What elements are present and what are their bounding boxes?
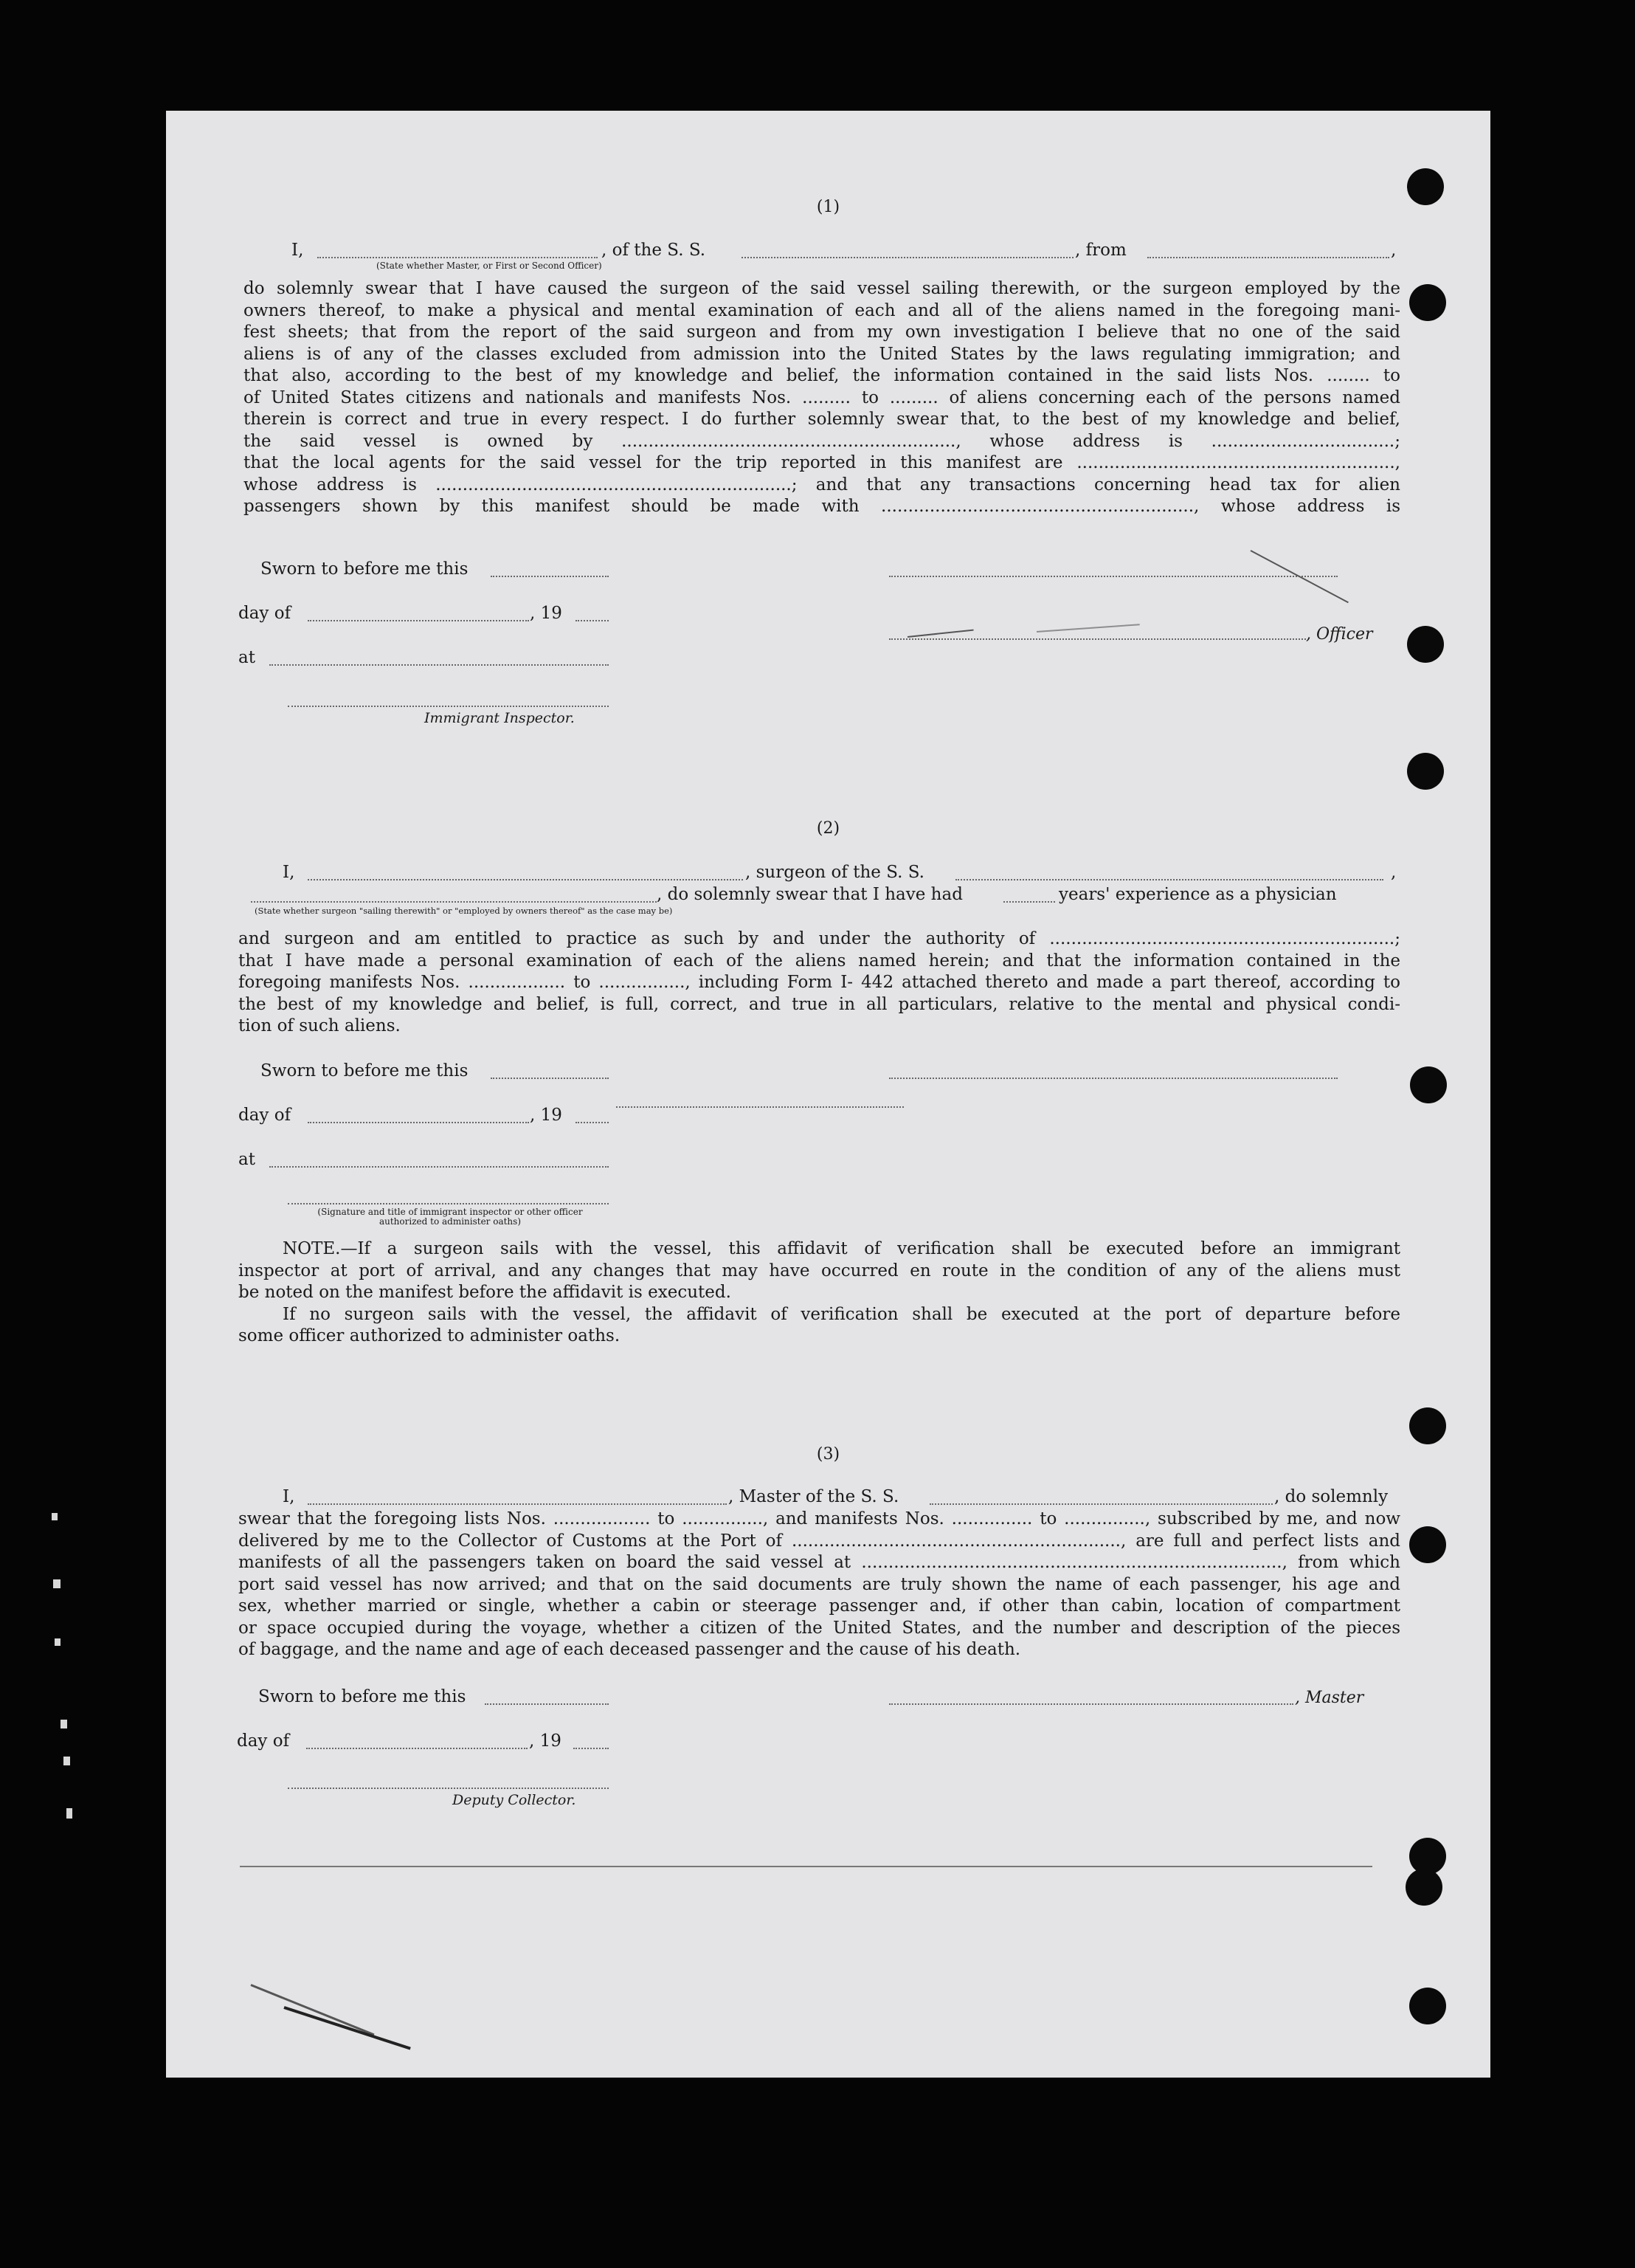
at-place-field[interactable] xyxy=(269,664,609,666)
punch-hole xyxy=(1407,168,1444,205)
oath-line: owners thereof, to make a physical and mental examination of each and all of the aliens named in the foregoing mani- xyxy=(243,300,1400,320)
month-field[interactable] xyxy=(306,1748,528,1749)
ship-name-field[interactable] xyxy=(742,257,1074,258)
punch-hole xyxy=(1407,753,1444,790)
section-1-comma: , xyxy=(1391,241,1397,260)
section-2-number: (2) xyxy=(816,819,840,838)
section-1-number: (1) xyxy=(816,198,840,216)
section-3-solemnly: , do solemnly xyxy=(1274,1487,1389,1506)
inspector-signature-line[interactable] xyxy=(288,1203,609,1204)
master-name-field[interactable] xyxy=(308,1503,727,1505)
handwritten-signature-mark xyxy=(1037,624,1140,633)
master-signature-line[interactable] xyxy=(889,1703,1293,1705)
punch-hole xyxy=(1406,1869,1442,1906)
day-of-label: day of xyxy=(238,1106,291,1125)
year-field[interactable] xyxy=(575,620,609,621)
section-1-oath xyxy=(243,278,1400,518)
year-field[interactable] xyxy=(575,1122,609,1123)
oath-line: passengers shown by this manifest should be made with .........................................................., whose address is xyxy=(243,497,1400,516)
note-line: If no surgeon sails with the vessel, the affidavit of verification shall be executed at the port of departure before xyxy=(283,1304,1400,1324)
master-label: , Master xyxy=(1295,1689,1364,1707)
years-experience-field[interactable] xyxy=(1003,901,1055,903)
oath-line: the said vessel is owned by .............................................................., whose address is ..................................; xyxy=(243,431,1400,451)
note-label: NOTE. xyxy=(283,1239,341,1258)
officer-signature-line-2[interactable] xyxy=(889,638,1306,640)
officer-signature-line-1[interactable] xyxy=(889,576,1338,577)
at-label: at xyxy=(238,648,255,667)
at-place-field[interactable] xyxy=(269,1166,609,1168)
inspector-signature-line[interactable] xyxy=(288,706,609,707)
swear-label: , do solemnly swear that I have had xyxy=(657,885,963,904)
oath-line: that I have made a personal examination of each of the aliens named herein; and that the information contained in the xyxy=(238,951,1400,971)
punch-hole xyxy=(1409,1988,1446,2024)
oath-line: tion of such aliens. xyxy=(238,1016,401,1035)
day-of-label: day of xyxy=(238,604,291,623)
film-edge-mark xyxy=(63,1757,70,1765)
section-1-from: , from xyxy=(1075,241,1127,260)
note-line: inspector at port of arrival, and any changes that may have occurred en route in the condition of any of the aliens must xyxy=(238,1261,1400,1281)
section-2-i: I, xyxy=(283,863,295,882)
surgeon-ship-field[interactable] xyxy=(955,879,1383,880)
month-field[interactable] xyxy=(308,1122,529,1123)
officer-rank-note: (State whether Master, or First or Second Officer) xyxy=(376,261,602,271)
oath-line: or space occupied during the voyage, whether a citizen of the United States, and the number and description of the pieces xyxy=(238,1618,1400,1638)
oath-line: the best of my knowledge and belief, is full, correct, and true in all particulars, relative to the mental and physical condi- xyxy=(238,994,1400,1014)
note-line: some officer authorized to administer oaths. xyxy=(238,1326,621,1345)
oath-line: that also, according to the best of my knowledge and belief, the information contained in the said lists Nos. ........ to xyxy=(243,366,1400,385)
sworn-day-field[interactable] xyxy=(485,1703,609,1705)
punch-hole xyxy=(1409,284,1446,321)
punch-hole xyxy=(1409,1526,1446,1563)
surgeon-signature-line-2[interactable] xyxy=(616,1106,904,1108)
surgeon-status-field[interactable] xyxy=(251,901,657,903)
experience-label: years' experience as a physician xyxy=(1059,885,1337,904)
oath-line: sex, whether married or single, whether a cabin or steerage passenger and, if other than cabin, location of compartment xyxy=(238,1596,1400,1616)
punch-hole xyxy=(1410,1066,1447,1103)
officer-name-field[interactable] xyxy=(317,257,598,258)
divider-line xyxy=(240,1866,1372,1867)
year-label: , 19 xyxy=(530,1106,562,1125)
oath-line: port said vessel has now arrived; and that on the said documents are truly shown the name of each passenger, his age and xyxy=(238,1574,1400,1594)
section-3-i: I, xyxy=(283,1487,295,1506)
form-page xyxy=(166,111,1490,2078)
oath-line: do solemnly swear that I have caused the surgeon of the said vessel sailing therewith, or the surgeon employed by the xyxy=(243,279,1400,298)
month-field[interactable] xyxy=(308,620,529,621)
oath-line: foregoing manifests Nos. .................. to ................, including Form I- 442 attached thereto and made a part thereof, according to xyxy=(238,973,1400,992)
day-of-label: day of xyxy=(237,1731,290,1751)
section-2-comma: , xyxy=(1391,863,1397,882)
oath-line: manifests of all the passengers taken on board the said vessel at .............................................................................., from which xyxy=(238,1553,1400,1572)
oath-line: whose address is ..................................................................; and that any transactions concerning head tax for alien xyxy=(243,475,1400,494)
oath-line: and surgeon and am entitled to practice as such by and under the authority of ................................................................; xyxy=(238,929,1400,948)
master-ship-field[interactable] xyxy=(930,1503,1273,1505)
collector-signature-line[interactable] xyxy=(288,1788,609,1789)
oath-line: of baggage, and the name and age of each deceased passenger and the cause of his death. xyxy=(238,1640,1021,1659)
film-edge-mark xyxy=(55,1638,61,1646)
collector-label: Deputy Collector. xyxy=(452,1792,576,1808)
master-of-ss-label: , Master of the S. S. xyxy=(728,1487,899,1506)
note-block xyxy=(238,1238,1400,1348)
year-label: , 19 xyxy=(529,1731,561,1751)
surgeon-status-note: (State whether surgeon "sailing therewith" or "employed by owners thereof" as the case may be) xyxy=(255,906,673,916)
film-edge-mark xyxy=(61,1720,67,1728)
sworn-label: Sworn to before me this xyxy=(260,559,469,579)
oath-line: swear that the foregoing lists Nos. .................. to ..............., and manifests Nos. ............... to ..............., subscribed by me, and now xyxy=(238,1509,1400,1528)
section-3-number: (3) xyxy=(816,1445,840,1464)
section-2-oath xyxy=(238,928,1400,1038)
officer-label: , Officer xyxy=(1306,625,1373,644)
surgeon-signature-line[interactable] xyxy=(889,1078,1338,1079)
film-edge-mark xyxy=(52,1513,58,1520)
inspector-label: Immigrant Inspector. xyxy=(424,710,575,726)
signature-title-note: (Signature and title of immigrant inspector or other officer authorized to administer oaths) xyxy=(317,1207,583,1227)
section-3-oath xyxy=(238,1509,1400,1661)
oath-line: aliens is of any of the classes excluded from admission into the United States by the laws regulating immigration; and xyxy=(243,344,1400,364)
pen-stroke-mark xyxy=(250,1984,374,2036)
film-edge-mark xyxy=(66,1808,72,1819)
film-edge-mark xyxy=(53,1579,61,1588)
oath-line: delivered by me to the Collector of Customs at the Port of ............................................................., are full and perfect lists and xyxy=(238,1531,1400,1551)
section-1-of-ss: , of the S. S. xyxy=(601,241,706,260)
sworn-label: Sworn to before me this xyxy=(260,1061,469,1080)
sworn-day-field[interactable] xyxy=(491,576,609,577)
oath-line: therein is correct and true in every respect. I do further solemnly swear that, to the best of my knowledge and belief, xyxy=(243,410,1400,429)
year-field[interactable] xyxy=(573,1748,609,1749)
surgeon-of-ss-label: , surgeon of the S. S. xyxy=(745,863,924,882)
section-1-i: I, xyxy=(291,241,304,260)
surgeon-name-field[interactable] xyxy=(308,879,743,880)
sworn-label: Sworn to before me this xyxy=(258,1687,466,1706)
pen-stroke-mark xyxy=(283,2006,410,2050)
note-line: —If a surgeon sails with the vessel, this affidavit of verification shall be executed before an immigrant xyxy=(340,1239,1400,1258)
oath-line: of United States citizens and nationals and manifests Nos. ......... to ......... of aliens concerning each of the persons named xyxy=(243,387,1400,407)
punch-hole xyxy=(1409,1407,1446,1444)
handwritten-signature-mark xyxy=(908,630,974,638)
note-line: be noted on the manifest before the affidavit is executed. xyxy=(238,1283,731,1302)
year-label: , 19 xyxy=(530,604,562,623)
oath-line: fest sheets; that from the report of the said surgeon and from my own investigation I believe that no one of the said xyxy=(243,323,1400,342)
from-port-field[interactable] xyxy=(1147,257,1389,258)
sworn-day-field[interactable] xyxy=(491,1078,609,1079)
at-label: at xyxy=(238,1150,255,1169)
oath-line: that the local agents for the said vessel for the trip reported in this manifest are ..........................................................., xyxy=(243,453,1400,472)
punch-hole xyxy=(1407,626,1444,663)
